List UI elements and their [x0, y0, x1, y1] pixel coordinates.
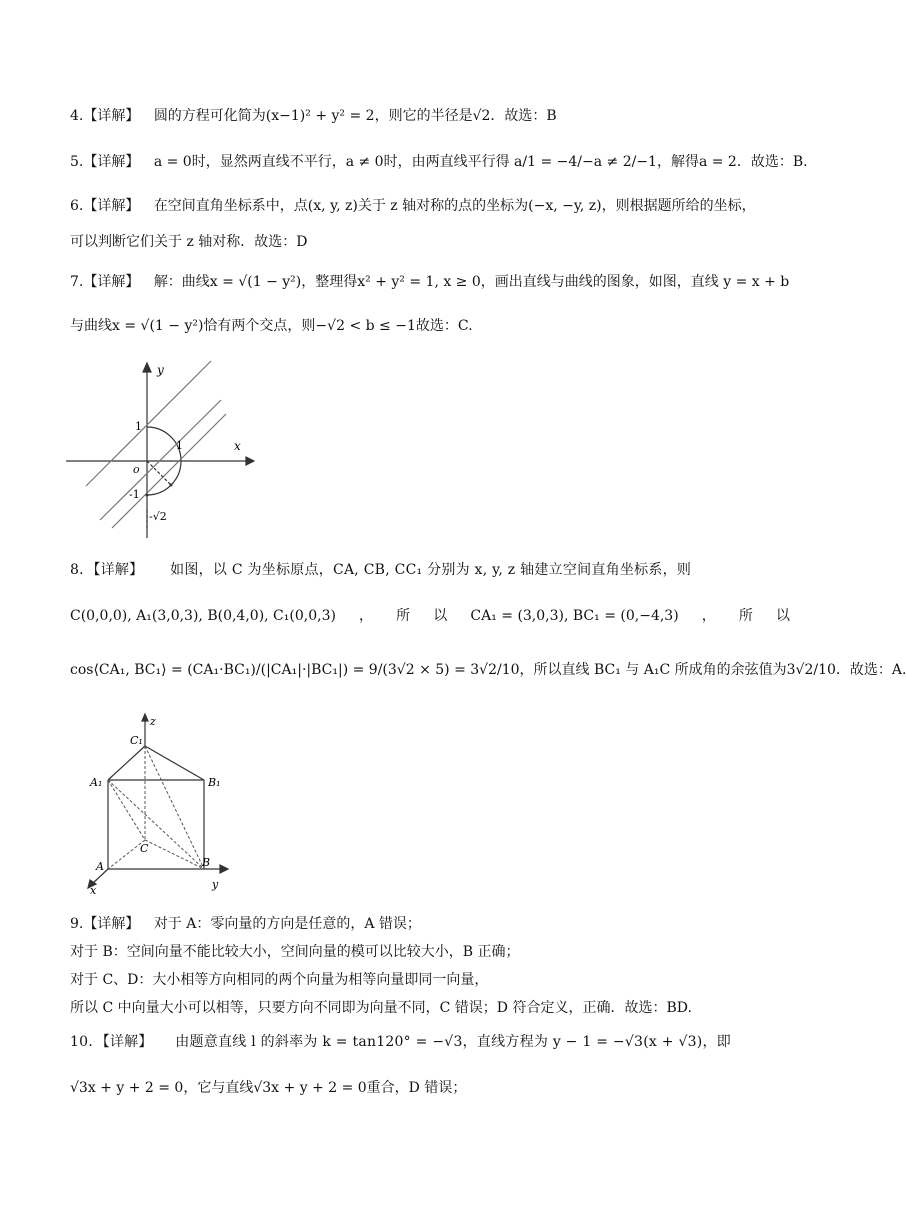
line-b-1 [86, 361, 211, 486]
fig8-B-label: B [202, 856, 211, 869]
answer-8-sep2: ， [701, 608, 716, 624]
answer-8-yi2: 以 [776, 608, 790, 624]
answer-7-label: 7.【详解】 [70, 274, 140, 290]
graph-tick-yneg1: -1 [129, 488, 140, 501]
answer-5-label: 5.【详解】 [70, 154, 140, 170]
answer-5-text: a = 0时，显然两直线不平行，a ≠ 0时，由两直线平行得 a/1 = −4/−a ≠ 2/−1，解得a = 2．故选：B. [153, 154, 808, 170]
diag-A1B [108, 780, 204, 869]
point-neg1 [146, 494, 149, 497]
answer-8-line3 [70, 660, 906, 680]
answer-9 [70, 914, 790, 934]
tangent-point [170, 484, 173, 487]
graph-origin-label: o [133, 463, 140, 476]
z-axis-arrow [142, 714, 148, 721]
answer-8-line3-text: ，所以直线 BC₁ 与 A₁C 所成角的余弦值为 [519, 662, 787, 678]
answer-7 [70, 272, 790, 292]
answer-8-coords: C(0,0,0), A₁(3,0,3), B(0,4,0), C₁(0,0,3) [70, 608, 336, 624]
fig8-y-label: y [212, 878, 219, 891]
answer-8-vectors: CA₁ = (3,0,3), BC₁ = (0,−4,3) [470, 608, 679, 624]
graph-tick-y1: 1 [135, 420, 142, 433]
answer-8 [70, 560, 790, 580]
answer-7-line2: 与曲线x = √(1 − y²)恰有两个交点，则−√2 < b ≤ −1故选：C. [70, 318, 473, 334]
answer-5 [70, 152, 808, 172]
answer-8-prism-figure [84, 712, 234, 897]
answer-8-sep1: ， [359, 608, 374, 624]
fig8-C1-label: C₁ [130, 734, 143, 747]
edge-C1B1 [145, 746, 204, 780]
answer-8-suo1: 所 [396, 608, 411, 624]
answer-7-graph [66, 358, 256, 540]
answer-8-yi1: 以 [433, 608, 448, 624]
answer-8-cos-formula: cos⟨CA₁, BC₁⟩ = (CA₁·BC₁)/(|CA₁|·|BC₁|) = 9/(3√2 × 5) = 3√2/10 [70, 662, 520, 678]
fig8-x-label: x [90, 884, 97, 897]
answer-6-line1: 在空间直角坐标系中，点(x, y, z)关于 z 轴对称的点的坐标为(−x, −y, z)，则根据题所给的坐标， [153, 198, 756, 214]
answer-8-label: 8．【详解】 [70, 562, 144, 578]
answer-8-line3-end: ．故选：A. [835, 662, 906, 678]
answer-9-label: 9.【详解】 [70, 916, 140, 932]
answer-8-result: 3√2/10 [786, 662, 836, 678]
fig8-A1-label: A₁ [90, 776, 103, 789]
graph-y-label: y [157, 363, 164, 377]
edge-C1A1 [108, 746, 145, 780]
fig8-z-label: z [150, 715, 156, 728]
y-axis-arrow [143, 363, 151, 372]
answer-10-label: 10．【详解】 [70, 1034, 153, 1050]
answer-6-line2: 可以判断它们关于 z 轴对称．故选：D [70, 234, 308, 250]
edge-CB [145, 840, 204, 869]
answer-9-line1: 对于 A：零向量的方向是任意的，A 错误； [153, 916, 421, 932]
fig8-B1-label: B₁ [208, 776, 221, 789]
fig8-A-label: A [96, 860, 104, 873]
graph-tick-x1: 1 [176, 439, 183, 452]
answer-4 [70, 106, 790, 126]
answer-9-line2: 对于 B：空间向量不能比较大小，空间向量的模可以比较大小，B 正确； [70, 944, 520, 960]
graph-tick-neg-sqrt2: -√2 [149, 510, 167, 523]
answer-7-line1: 解：曲线x = √(1 − y²)，整理得x² + y² = 1, x ≥ 0，画出直线与曲线的图象，如图，直线 y = x + b [153, 274, 790, 290]
answer-4-text: 圆的方程可化简为(x−1)² + y² = 2，则它的半径是√2．故选：B [153, 108, 557, 124]
x-axis-arrow [246, 457, 254, 465]
answer-9-line3: 对于 C、D：大小相等方向相同的两个向量为相等向量即同一向量， [70, 972, 489, 988]
diag-C1B [145, 746, 204, 869]
y-axis-arrow [220, 865, 228, 873]
answer-10-line2: √3x + y + 2 = 0，它与直线√3x + y + 2 = 0重合，D 错误； [70, 1080, 467, 1096]
diag-A1C [108, 780, 145, 840]
answer-10-line1: 由题意直线 l 的斜率为 k = tan120° = −√3，直线方程为 y − 1 = −√3(x + √3)，即 [175, 1034, 731, 1050]
answer-8-line2 [70, 606, 790, 626]
answer-8-line1: 如图，以 C 为坐标原点，CA, CB, CC₁ 分别为 x, y, z 轴建立空间直角坐标系，则 [170, 562, 692, 578]
fig8-C-label: C [140, 842, 149, 855]
answer-8-suo2: 所 [738, 608, 753, 624]
answer-6-label: 6.【详解】 [70, 198, 140, 214]
answer-9-line4: 所以 C 中向量大小可以相等，只要方向不同即为向量不同，C 错误；D 符合定义，正确．故选：BD. [70, 1000, 692, 1016]
answer-10 [70, 1032, 790, 1052]
line-b-neg1 [100, 400, 221, 520]
answer-4-label: 4.【详解】 [70, 108, 140, 124]
graph-x-label: x [234, 439, 241, 453]
answer-6 [70, 196, 790, 216]
line-b-neg-sqrt2 [112, 414, 226, 528]
